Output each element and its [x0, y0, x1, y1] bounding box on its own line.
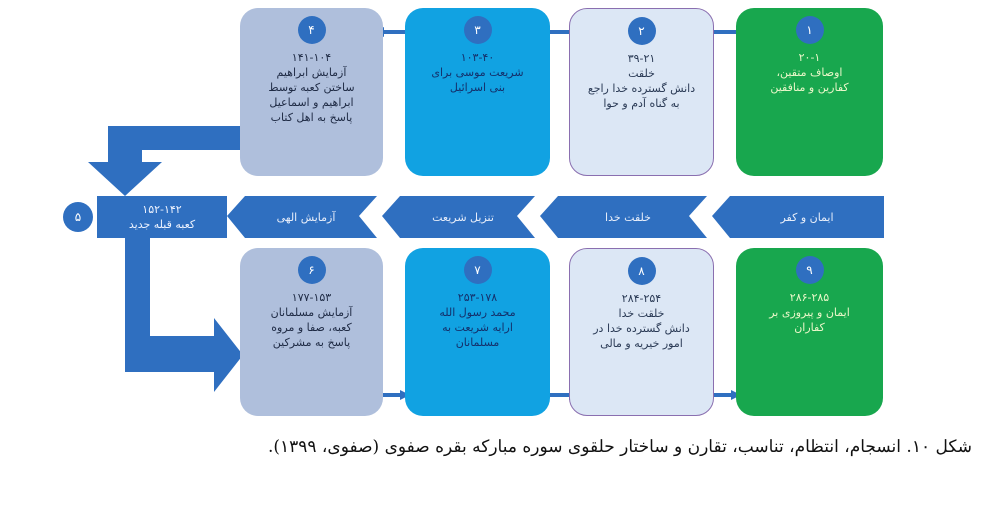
section-text-4: آزمایش ابراهیم ساختن کعبه توسط ابراهیم و اسماعیل پاسخ به اهل کتاب — [268, 66, 355, 124]
section-verses-4: ۱۴۱-۱۰۴ — [291, 51, 332, 64]
section-number-1: ۱ — [796, 16, 824, 44]
section-box-9 — [736, 248, 883, 416]
center-box — [97, 196, 227, 238]
section-verses-9: ۲۸۶-۲۸۵ — [789, 291, 830, 304]
section-text-1: اوصاف متقین، کفارین و منافقین — [770, 66, 849, 94]
figure-caption: شکل ۱۰. انسجام، انتظام، تناسب، تقارن و ساختار حلقوی سوره مبارکه بقره صفوی (صفوی، ۱۳۹۹). — [267, 437, 972, 457]
section-text-2: خلقت دانش گسترده خدا راجع به گناه آدم و حوا — [587, 67, 696, 110]
section-verses-8: ۲۸۴-۲۵۴ — [621, 292, 662, 305]
section-text-6: آزمایش مسلمانان کعبه، صفا و مروه پاسخ به مشرکین — [270, 306, 353, 349]
section-number-6: ۶ — [298, 256, 326, 284]
band-label-revelation: تنزیل شریعت — [432, 210, 494, 224]
section-number-7: ۷ — [464, 256, 492, 284]
center-number-badge: ۵ — [63, 202, 93, 232]
section-number-3: ۳ — [464, 16, 492, 44]
center-text: کعبه قبله جدید — [128, 218, 196, 231]
section-text-8: خلقت خدا دانش گسترده خدا در امور خیریه و مالی — [593, 307, 690, 350]
section-verses-7: ۲۵۳-۱۷۸ — [457, 291, 498, 304]
center-verses: ۱۵۲-۱۴۲ — [142, 203, 182, 216]
band-label-divine-test: آزمایش الهی — [276, 210, 336, 224]
section-number-2: ۲ — [628, 17, 656, 45]
section-verses-1: ۲۰-۱ — [798, 51, 821, 64]
section-verses-6: ۱۷۷-۱۵۳ — [291, 291, 332, 304]
section-box-6 — [240, 248, 383, 416]
section-verses-2: ۳۹-۲۱ — [627, 52, 656, 65]
section-box-4 — [240, 8, 383, 176]
band-label-creation: خلقت خدا — [605, 210, 651, 224]
section-number-4: ۴ — [298, 16, 326, 44]
section-number-9: ۹ — [796, 256, 824, 284]
section-box-8 — [569, 248, 714, 416]
section-number-8: ۸ — [628, 257, 656, 285]
section-box-7 — [405, 248, 550, 416]
l-arrow-right — [125, 238, 243, 392]
l-arrow-down — [88, 126, 240, 196]
section-verses-3: ۱۰۳-۴۰ — [460, 51, 495, 64]
band-label-faith-disbelief: ایمان و کفر — [780, 210, 834, 224]
section-box-3 — [405, 8, 550, 176]
section-box-2 — [569, 8, 714, 176]
section-text-9: ایمان و پیروزی بر کفاران — [769, 306, 850, 334]
section-box-1 — [736, 8, 883, 176]
section-text-3: شریعت موسی برای بنی اسرائیل — [431, 66, 524, 94]
section-text-7: محمد رسول الله ارایه شریعت به مسلمانان — [439, 306, 516, 349]
